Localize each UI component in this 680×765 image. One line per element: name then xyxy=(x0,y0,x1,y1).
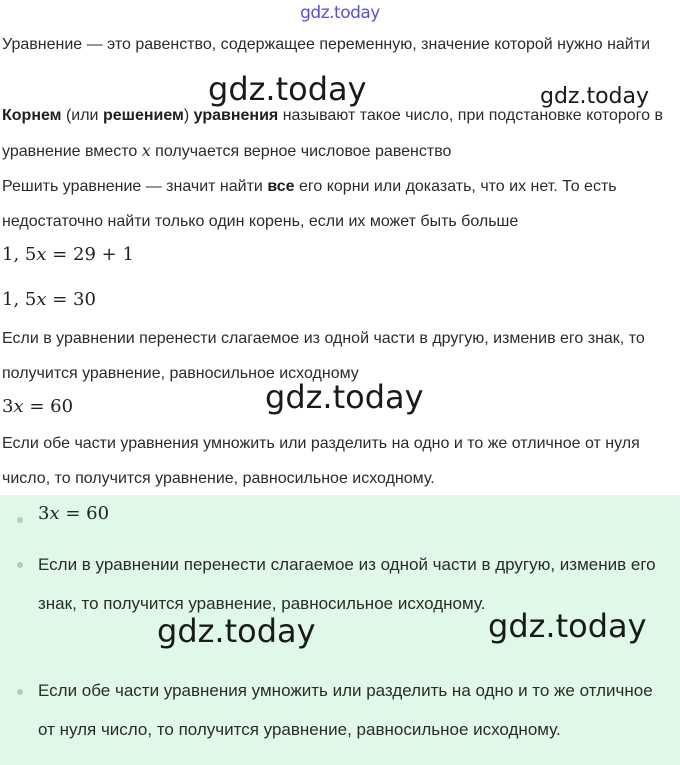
summary-item-transfer: Если в уравнении перенести слагаемое из одной части в другую, изменив его знак, то получится уравнение, равносильное исходному. xyxy=(38,555,656,613)
rule-multiply: Если обе части уравнения умножить или разделить на одно и то же отличное от нуля число, то получится уравнение, равносильное исходному. xyxy=(2,435,640,487)
bullet-icon xyxy=(17,517,23,523)
watermark: gdz.today xyxy=(488,607,647,645)
equation-2: 1, 5x = 30 xyxy=(2,289,96,310)
term-equation: уравнения xyxy=(193,107,279,124)
summary-item-multiply: Если обе части уравнения умножить или разделить на одно и то же отличное от нуля число, то получится уравнение, равносильное исходному. xyxy=(38,681,653,739)
watermark: gdz.today xyxy=(265,378,424,416)
term-root: Корнем xyxy=(2,107,62,124)
term-all: все xyxy=(267,178,295,195)
watermark: gdz.today xyxy=(157,612,316,650)
equation-1: 1, 5x = 29 + 1 xyxy=(2,244,134,265)
bullet-icon xyxy=(17,689,23,695)
rule-transfer: Если в уравнении перенести слагаемое из одной части в другую, изменив его знак, то получится уравнение, равносильное исходному xyxy=(2,330,645,382)
term-solution: решением xyxy=(102,107,184,124)
summary-item-equation: 3x = 60 xyxy=(38,503,110,524)
watermark: gdz.today xyxy=(208,70,367,108)
equation-3: 3x = 60 xyxy=(2,396,74,417)
site-logo[interactable]: gdz.today xyxy=(300,3,380,23)
definition-root: Корнем (или решением) уравнения называют такое число, при подстановке которого в уравнение вместо x получается верное числовое равенство xyxy=(2,107,663,160)
watermark: gdz.today xyxy=(540,84,650,109)
variable-x: x xyxy=(141,141,151,160)
definition-equation: Уравнение — это равенство, содержащее переменную, значение которой нужно найти xyxy=(2,36,650,53)
bullet-icon xyxy=(17,562,23,568)
definition-solve: Решить уравнение — значит найти все его корни или доказать, что их нет. То есть недостаточно найти только один корень, если их может быть больше xyxy=(2,178,617,230)
